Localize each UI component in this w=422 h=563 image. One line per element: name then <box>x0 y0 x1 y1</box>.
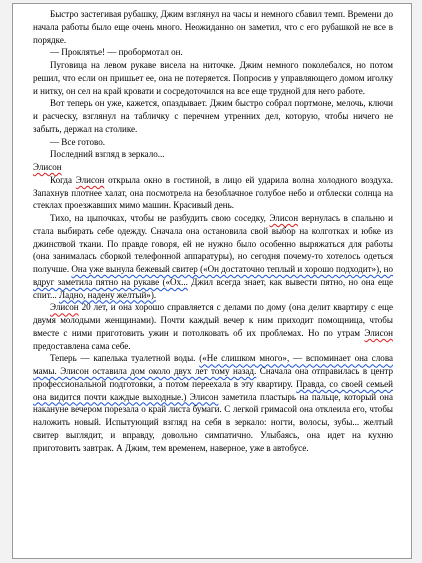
text-run: Сначала она отправилась в центр профессиональной подготовки, а потом переехала в эту квартиру. <box>33 366 393 389</box>
grammar-underline-phrase: («Не слишком много», — вспоминает она слова мамы. Элисон оставила дом около двух лет тому назад. <box>33 353 393 376</box>
spellcheck-underline-word: Элисон <box>364 327 393 338</box>
spellcheck-underline-word: Элисон <box>33 162 62 172</box>
grammar-underline-phrase: Она уже вынула бежевый свитер («Он достаточно теплый и хорошо подходит»), но вдруг заметила пятно на рукаве («Ох... <box>33 264 393 287</box>
paragraph <box>33 97 393 135</box>
text-run: Джил всегда знает, как вывести пятно, но она еще спит... <box>33 276 394 300</box>
text-run: открыла окно в гостиной, в лицо ей ударила волна холодного воздуха. Запахнув плотнее халат, она посмотрела на безоблачное голубое небо и отблески солнца на стеклах проезжавших мимо машин. Красивый день. <box>33 174 394 211</box>
spellcheck-underline-word: Элисон <box>50 302 79 313</box>
paragraph <box>33 174 393 212</box>
document-page <box>12 3 412 559</box>
text-run: Теперь — капелька туалетной воды. <box>50 353 200 364</box>
text-run: 20 лет, и она хорошо справляется с делами по дому (она делит квартиру с еще двумя молодыми женщинами). Почти каждый вечер к ним приходит помощница, чтобы вместе с ними приготовить ужин и потолковать об их проблемах. Но по утрам <box>33 302 393 338</box>
text-run: Быстро застегивая рубашку, Джим взглянул на часы и немного сбавил темп. Времени до начала работы было еще очень много. Неожиданно он заметил, что с его рубашкой не все в порядке. <box>33 9 393 45</box>
text-run: — Проклятье! — пробормотал он. <box>50 47 183 58</box>
grammar-underline-phrase: Правда, со своей семьей она видится почти каждые выходные.) Элисон <box>33 378 393 402</box>
paragraph <box>33 161 393 174</box>
paragraph <box>33 46 393 59</box>
text-run: предоставлена сама себе. <box>33 340 131 351</box>
paragraph <box>33 148 393 161</box>
text-run: вернулась в спальню и стала выбирать себе одежду. Сначала она остановила свой выбор на колготках и юбке из джинсовой ткани. По правде говоря, ей не нужно было особенно выряжаться для работы (она занималась сборкой телефонной аппаратуры), но сегодня почему-то хотелось одеться получше. <box>33 213 393 274</box>
text-run: — Все готово. <box>50 136 105 147</box>
grammar-underline-phrase: Ладно, надену желтый»). <box>59 289 157 300</box>
text-run: заметила пластырь на пальце, который она накануне вечером порезала о край листа бумаги. С легкой гримасой она отклеила его, чтобы наложить новый. Испытующий взгляд на себя в зеркало: ногти, волосы, зубы... желтый свитер выглядит, и вправду, довольно симпатично. Улыбаясь, она идет на кухню приготовить завтрак. А Джим, тем временем, наверное, уже в автобусе. <box>33 391 393 453</box>
spellcheck-underline-word: Элисон <box>75 174 105 185</box>
text-run: Когда <box>50 174 76 185</box>
text-run: Вот теперь он уже, кажется, опаздывает. Джим быстро собрал портмоне, мелочь, ключи и расческу, взглянул на табличку с перечнем утренних дел, которую, чтобы ничего не забыть, держал на столике. <box>33 98 393 134</box>
ruler-mark <box>57 242 65 247</box>
text-run: Последний взгляд в зеркало... <box>50 149 165 160</box>
document-body[interactable] <box>33 8 393 454</box>
paragraph <box>33 212 393 301</box>
spellcheck-underline-word: Элисон <box>269 213 299 223</box>
text-run: Тихо, на цыпочках, чтобы не разбудить свою соседку, <box>50 213 270 223</box>
paragraph <box>33 59 393 97</box>
paragraph <box>33 8 393 46</box>
paragraph <box>33 136 393 149</box>
text-run: Пуговица на левом рукаве висела на ниточке. Джим немного поколебался, но потом решил, что если он пришьет ее, она не потеряется. Попросив у управляющего домом иголку и нитку, он сел на край кровати и сосредоточился на все еще трудной для него работе. <box>33 60 393 96</box>
paragraph <box>33 301 393 352</box>
paragraph <box>33 352 393 454</box>
